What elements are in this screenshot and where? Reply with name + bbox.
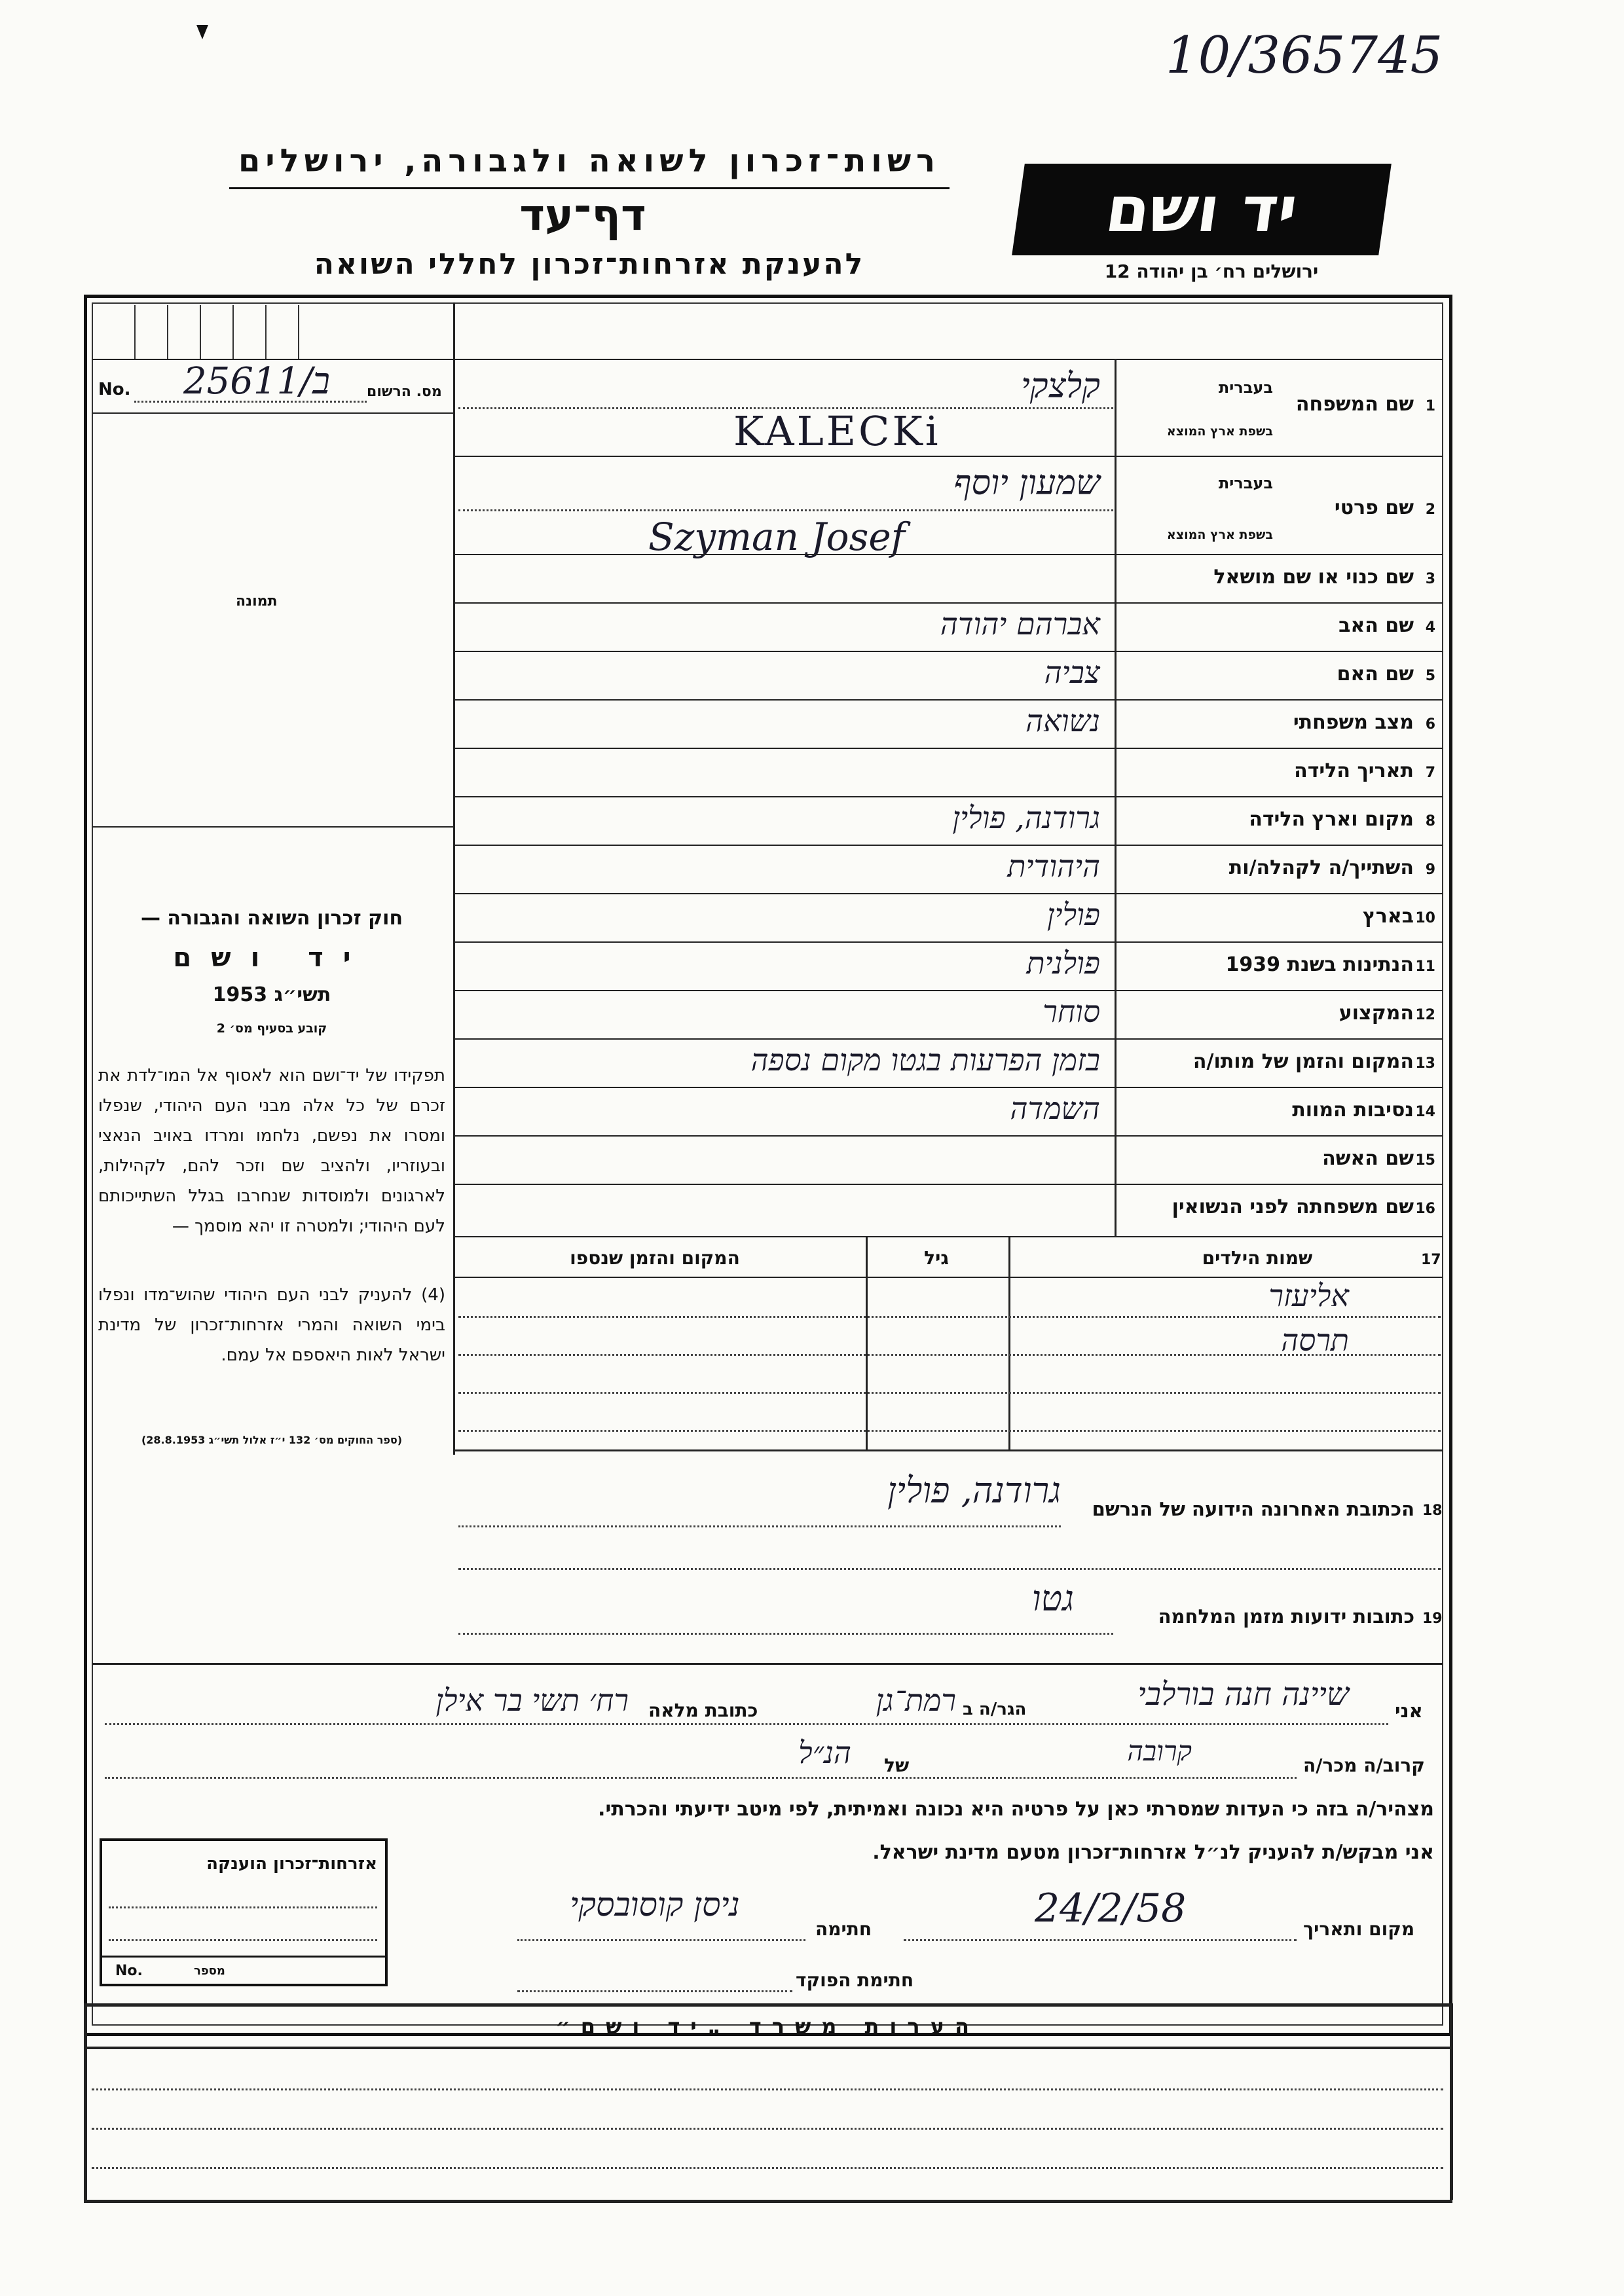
field-9-value: היהודית	[1007, 848, 1100, 884]
field-12-value: סוחר	[1043, 994, 1100, 1029]
field-label: בארץ	[1362, 905, 1414, 928]
field-label: המקצוע	[1338, 1002, 1414, 1025]
child-name-2: תרסה	[1281, 1322, 1349, 1358]
institution-underline	[229, 187, 950, 189]
field-18-value: גרודנה, פולין	[887, 1470, 1061, 1511]
field-19-bottom-line	[92, 1663, 1443, 1665]
officer-label: חתימת הפוקד	[796, 1969, 914, 1991]
registration-value: 25611/ב	[183, 360, 331, 403]
field-num: 15	[1415, 1152, 1435, 1169]
field-num: 2	[1425, 501, 1435, 518]
declarant-address-label: כתובת מלאה	[648, 1700, 758, 1721]
field-19-num: 19	[1422, 1611, 1443, 1627]
field-num: 7	[1425, 765, 1435, 781]
declaration-text: מצהיר/ה בזה כי העדות שמסרתי כאן על פרטיה היא נכונה ואמיתית, לפי מיטב ידיעתי והכרתי.	[598, 1798, 1434, 1821]
children-col-place: המקום והזמן שנספו	[570, 1247, 740, 1269]
field-row-16	[1115, 1184, 1443, 1232]
field-label: שם כנוי או שם מושאל	[1213, 566, 1414, 589]
field-num: 4	[1425, 619, 1435, 636]
field-num: 10	[1415, 910, 1435, 926]
field-14-value: השמדה	[1010, 1091, 1100, 1126]
field-19-label: כתובות ידועות מזמן המלחמה	[1158, 1605, 1414, 1628]
field-6-value: נשואה	[1025, 703, 1100, 738]
field-2-origin-value: Szyman Josef	[648, 515, 906, 559]
children-row-line	[458, 1316, 1441, 1318]
field-18-dotline-2	[458, 1568, 1441, 1570]
archive-prefix: 10/	[1166, 26, 1248, 85]
field-num: 13	[1415, 1055, 1435, 1072]
stamp-box-no-row	[102, 1956, 385, 1986]
field-sub-origin: בשפת ארץ המוצא	[1166, 424, 1273, 439]
officer-line	[517, 1990, 792, 1992]
field-label: השתייך/ה לקהלה/ות	[1228, 856, 1414, 879]
photo-label: תמונה	[236, 593, 278, 610]
children-row-line	[458, 1392, 1441, 1394]
photo-bottom-line	[92, 826, 453, 828]
left-column-divider	[453, 302, 455, 1455]
field-row-8	[1115, 796, 1443, 845]
field-sub-origin: בשפת ארץ המוצא	[1166, 528, 1273, 542]
law-citation: (ספר החוקים מס׳ 132 י״ז אלול תשי״ג 28.8.1953)	[141, 1434, 403, 1446]
signature-value: ניסן קוסובסקי	[570, 1886, 740, 1923]
corner-mark	[196, 25, 208, 39]
relative-of-value: הנ״ל	[798, 1735, 851, 1770]
field-label: שם משפחתה לפני הנשואין	[1172, 1195, 1414, 1218]
field-row-12	[1115, 990, 1443, 1038]
relative-of-label: של	[884, 1755, 910, 1776]
field-18-label: הכתובת האחרונה הידועה של הנרשם	[1092, 1498, 1414, 1520]
law-year: תשי״ג 1953	[212, 983, 331, 1006]
registration-no-label: No.	[98, 380, 131, 399]
law-title: חוק זכרון השואה והגבורה —	[140, 907, 403, 930]
remarks-left-border	[84, 2003, 87, 2200]
remarks-line	[92, 2088, 1443, 2090]
field-row-6	[1115, 699, 1443, 748]
form-title: דף־עד	[519, 190, 646, 240]
law-text-1: תפקידו של יד־ושם הוא לאסוף אל המו־לדת את זכרם של כל אלה מבני העם היהודי, שנפלו ומסרו את נפשם, נלחמו ומרדו באויב הנאצי ובעוזריו, ולהציב שם וזכר להם, לקהילות, לארגונים ולמוסדות שנחרבו בגלל השתייכותם לעם היהודי; ולמטרה זו יהא מוסמך —	[98, 1066, 445, 1236]
field-num: 8	[1425, 813, 1435, 829]
field-label: שם האם	[1337, 663, 1414, 685]
remarks-line	[92, 2167, 1443, 2169]
field-num: 12	[1415, 1007, 1435, 1023]
declarant-name: שיינה חנה בורלבי	[1137, 1676, 1349, 1713]
field-4-value: אברהם יהודה	[940, 606, 1100, 642]
field-num: 14	[1415, 1104, 1435, 1120]
stamp-box-no-heb: מספר	[194, 1964, 225, 1978]
field-row-4	[1115, 602, 1443, 651]
logo-text: יד ושם	[1101, 173, 1302, 246]
children-col-names: שמות הילדים	[1202, 1247, 1313, 1269]
field-num: 1	[1425, 398, 1435, 414]
request-text: אני מבקש/ת להעניק לנ״ל אזרחות־זכרון מטעם מדינת ישראל.	[872, 1841, 1434, 1864]
children-row-line	[458, 1430, 1441, 1432]
field-11-value: פולנית	[1026, 945, 1100, 981]
declarant-address: רח׳ תשי בר אילן	[435, 1683, 629, 1718]
field-5-value: צביה	[1044, 655, 1100, 690]
field-2-heb-line	[458, 509, 1113, 511]
field-num: 9	[1425, 862, 1435, 878]
children-col-divider-1	[866, 1236, 868, 1449]
declarant-line-2	[105, 1777, 1297, 1779]
field-label: תאריך הלידה	[1294, 759, 1414, 782]
children-col-age: גיל	[924, 1247, 949, 1269]
field-row-11	[1115, 941, 1443, 990]
field-row-2	[1115, 456, 1443, 554]
field-row-14	[1115, 1087, 1443, 1135]
remarks-right-border	[1450, 2003, 1453, 2200]
children-col-divider-2	[1008, 1236, 1010, 1449]
field-num: 16	[1415, 1201, 1435, 1217]
signature-line	[517, 1939, 805, 1941]
field-label: המקום והזמן של מותו/ה	[1192, 1050, 1414, 1073]
place-date-value: 24/2/58	[1035, 1886, 1187, 1931]
address: ירושלים רח׳ בן יהודה 12	[1104, 261, 1319, 282]
place-date-label: מקום ותאריך	[1303, 1918, 1415, 1940]
declarant-ani: אני	[1395, 1700, 1423, 1722]
field-10-value: פולין	[1046, 897, 1100, 932]
field-16-line	[453, 1236, 1443, 1237]
field-label: נסיבות המוות	[1292, 1099, 1414, 1121]
yad-vashem-logo	[1012, 164, 1392, 255]
institution-name: רשות־זכרון לשואה ולגבורה, ירושלים	[238, 143, 941, 179]
stamp-box-rule-2	[109, 1939, 377, 1941]
field-label: הנתינות בשנת 1939	[1225, 953, 1414, 976]
remarks-line	[92, 2128, 1443, 2130]
law-section: קובע בסעיף מס׳ 2	[216, 1021, 327, 1036]
field-row-13	[1115, 1038, 1443, 1087]
field-18-num: 18	[1422, 1503, 1443, 1519]
relative-label: קרוב/ה מכר/ה	[1303, 1755, 1425, 1776]
field-13-value: בזמן הפרעות בגטו מקום נספה	[750, 1042, 1100, 1078]
field-row-10	[1115, 893, 1443, 941]
declarant-gar-label: הגר/ה ב	[963, 1700, 1027, 1719]
field-1-heb-value: קלצקי	[1021, 367, 1100, 406]
declarant-line-1	[105, 1723, 1388, 1725]
remarks-title: הערות משרד „יד ושם״	[555, 2014, 980, 2039]
field-num: 5	[1425, 668, 1435, 684]
field-19-dotline	[458, 1633, 1113, 1635]
remarks-top-line	[84, 2003, 1452, 2007]
field-1-origin-value: KALECKi	[733, 407, 941, 455]
registration-heb-label: מס. הרשום	[367, 384, 442, 400]
place-date-line	[904, 1939, 1297, 1941]
law-text-2: (4) להעניק לבני העם היהודי שהוש־מדו ונפלו בימי השואה והמרי אזרחות־זכרון של מדינת ישראל לאות היאספם אל עמם.	[98, 1285, 445, 1365]
relative-relation: קרובה	[1127, 1735, 1192, 1767]
citizenship-stamp-box	[100, 1838, 388, 1986]
archive-number-value: 365745	[1247, 26, 1443, 85]
field-row-15	[1115, 1135, 1443, 1184]
declarant-city: רמת־גן	[876, 1683, 956, 1718]
field-row-9	[1115, 845, 1443, 893]
archive-number	[1166, 26, 1443, 85]
stamp-box-title: אזרחות־זכרון הוענקה	[206, 1854, 377, 1874]
field-8-value: גרודנה, פולין	[952, 800, 1100, 835]
field-label: מצב משפחתי	[1293, 711, 1414, 734]
field-row-1	[1115, 359, 1443, 456]
child-name-1: אליעזר	[1268, 1278, 1349, 1313]
field-sub-hebrew: בעברית	[1218, 474, 1273, 492]
field-num: 3	[1425, 571, 1435, 587]
field-label: שם פרטי	[1334, 496, 1414, 519]
registration-line	[92, 412, 453, 414]
remarks-title-line	[84, 2047, 1452, 2049]
signature-label: חתימה	[815, 1918, 872, 1940]
field-row-7	[1115, 748, 1443, 796]
remarks-bottom-line	[84, 2200, 1452, 2203]
registration-grid	[95, 305, 452, 360]
field-label: שם המשפחה	[1295, 393, 1414, 416]
field-label: מקום וארץ הלידה	[1249, 808, 1414, 831]
children-num: 17	[1421, 1252, 1441, 1268]
field-row-3	[1115, 554, 1443, 602]
field-18-dotline	[458, 1525, 1061, 1527]
field-label: שם האב	[1338, 614, 1414, 637]
law-name: יד ושם	[173, 943, 371, 973]
field-2-heb-value: שמעון יוסף	[953, 464, 1100, 503]
stamp-box-rule-1	[109, 1906, 377, 1908]
field-num: 11	[1415, 958, 1435, 975]
field-row-5	[1115, 651, 1443, 699]
stamp-box-no-label: No.	[115, 1963, 143, 1979]
field-num: 6	[1425, 716, 1435, 733]
field-sub-hebrew: בעברית	[1218, 378, 1273, 397]
field-19-value: גטו	[1031, 1578, 1074, 1619]
field-label: שם האשה	[1322, 1147, 1414, 1170]
children-bottom-line	[453, 1449, 1443, 1451]
form-subtitle: להענקת אזרחות־זכרון לחללי השואה	[314, 247, 865, 281]
